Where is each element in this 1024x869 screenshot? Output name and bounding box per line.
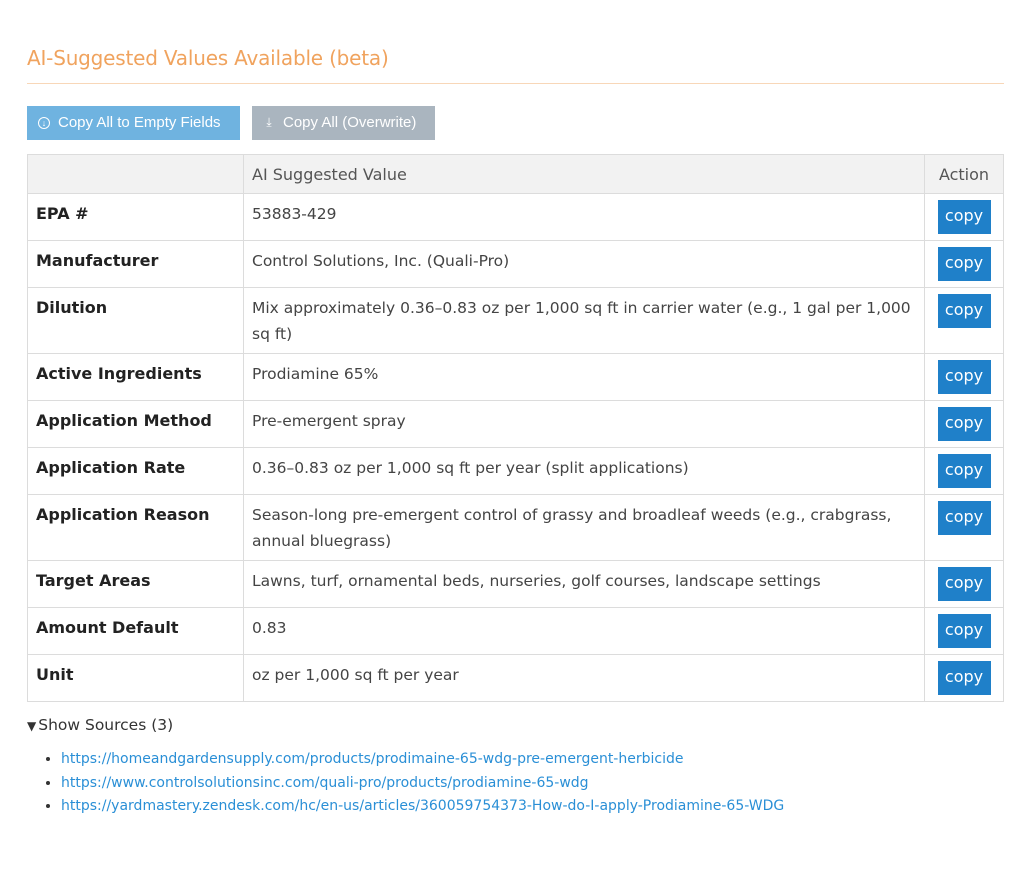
field-value: Mix approximately 0.36–0.83 oz per 1,000 sq ft in carrier water (e.g., 1 gal per 1,000 sq ft) (244, 288, 925, 354)
field-value: Control Solutions, Inc. (Quali-Pro) (244, 241, 925, 288)
table-row (28, 194, 1004, 241)
triangle-down-icon: ▼ (27, 719, 37, 733)
copy-all-empty-label: Copy All to Empty Fields (58, 114, 221, 131)
copy-all-overwrite-button[interactable] (252, 106, 435, 140)
source-link[interactable]: https://www.controlsolutionsinc.com/quali-pro/products/prodiamine-65-wdg (61, 774, 589, 791)
source-item (61, 748, 784, 772)
table-row (28, 401, 1004, 448)
table-row (28, 561, 1004, 608)
source-link[interactable]: https://homeandgardensupply.com/products/prodimaine-65-wdg-pre-emergent-herbicide (61, 751, 684, 767)
copy-button[interactable]: copy (938, 360, 991, 394)
copy-button[interactable]: copy (938, 501, 991, 535)
copy-button[interactable]: copy (938, 247, 991, 281)
field-label: Application Reason (28, 495, 244, 561)
table-row (28, 495, 1004, 561)
copy-button[interactable]: copy (938, 454, 991, 488)
field-value: 53883-429 (244, 194, 925, 241)
action-cell (925, 495, 1004, 561)
field-label: Manufacturer (28, 241, 244, 288)
field-label: Application Rate (28, 448, 244, 495)
copy-button[interactable]: copy (938, 294, 991, 328)
download-icon: ⤓ (266, 115, 272, 130)
source-item (61, 795, 784, 819)
action-cell (925, 194, 1004, 241)
action-cell (925, 448, 1004, 495)
copy-all-overwrite-label: Copy All (Overwrite) (283, 114, 417, 131)
source-link[interactable]: https://yardmastery.zendesk.com/hc/en-us/articles/360059754373-How-do-I-apply-Prodiamine-65-WDG (61, 798, 785, 814)
field-label: Dilution (28, 288, 244, 354)
field-value: Prodiamine 65% (244, 354, 925, 401)
show-sources-toggle[interactable] (27, 716, 173, 734)
table-row (28, 241, 1004, 288)
table-row (28, 448, 1004, 495)
circle-arrow-down-icon: ↓ (36, 105, 52, 139)
action-cell (925, 655, 1004, 702)
title-divider (27, 83, 1004, 84)
field-label: Unit (28, 655, 244, 702)
field-value: Pre-emergent spray (244, 401, 925, 448)
table-header-row (28, 155, 1004, 194)
suggestions-table (27, 154, 1004, 702)
action-cell (925, 241, 1004, 288)
copy-button[interactable]: copy (938, 614, 991, 648)
table-row (28, 655, 1004, 702)
field-value: 0.83 (244, 608, 925, 655)
header-suggested-value: AI Suggested Value (244, 155, 925, 194)
field-label: Active Ingredients (28, 354, 244, 401)
source-item (61, 772, 784, 796)
header-action: Action (925, 155, 1004, 194)
field-label: Amount Default (28, 608, 244, 655)
copy-button[interactable]: copy (938, 407, 991, 441)
copy-button[interactable]: copy (938, 567, 991, 601)
action-cell (925, 608, 1004, 655)
page-title: AI-Suggested Values Available (beta) (27, 46, 389, 70)
action-cell (925, 401, 1004, 448)
header-field (28, 155, 244, 194)
field-label: Application Method (28, 401, 244, 448)
field-label: Target Areas (28, 561, 244, 608)
show-sources-label: Show Sources (3) (38, 716, 174, 734)
sources-list (27, 748, 784, 819)
action-cell (925, 354, 1004, 401)
copy-all-empty-button[interactable] (27, 106, 240, 140)
copy-button[interactable]: copy (938, 200, 991, 234)
table-row (28, 354, 1004, 401)
table-row (28, 288, 1004, 354)
field-label: EPA # (28, 194, 244, 241)
action-cell (925, 288, 1004, 354)
field-value: 0.36–0.83 oz per 1,000 sq ft per year (split applications) (244, 448, 925, 495)
action-cell (925, 561, 1004, 608)
field-value: Lawns, turf, ornamental beds, nurseries, golf courses, landscape settings (244, 561, 925, 608)
field-value: Season-long pre-emergent control of grassy and broadleaf weeds (e.g., crabgrass, annual bluegrass) (244, 495, 925, 561)
table-row (28, 608, 1004, 655)
field-value: oz per 1,000 sq ft per year (244, 655, 925, 702)
copy-button[interactable]: copy (938, 661, 991, 695)
